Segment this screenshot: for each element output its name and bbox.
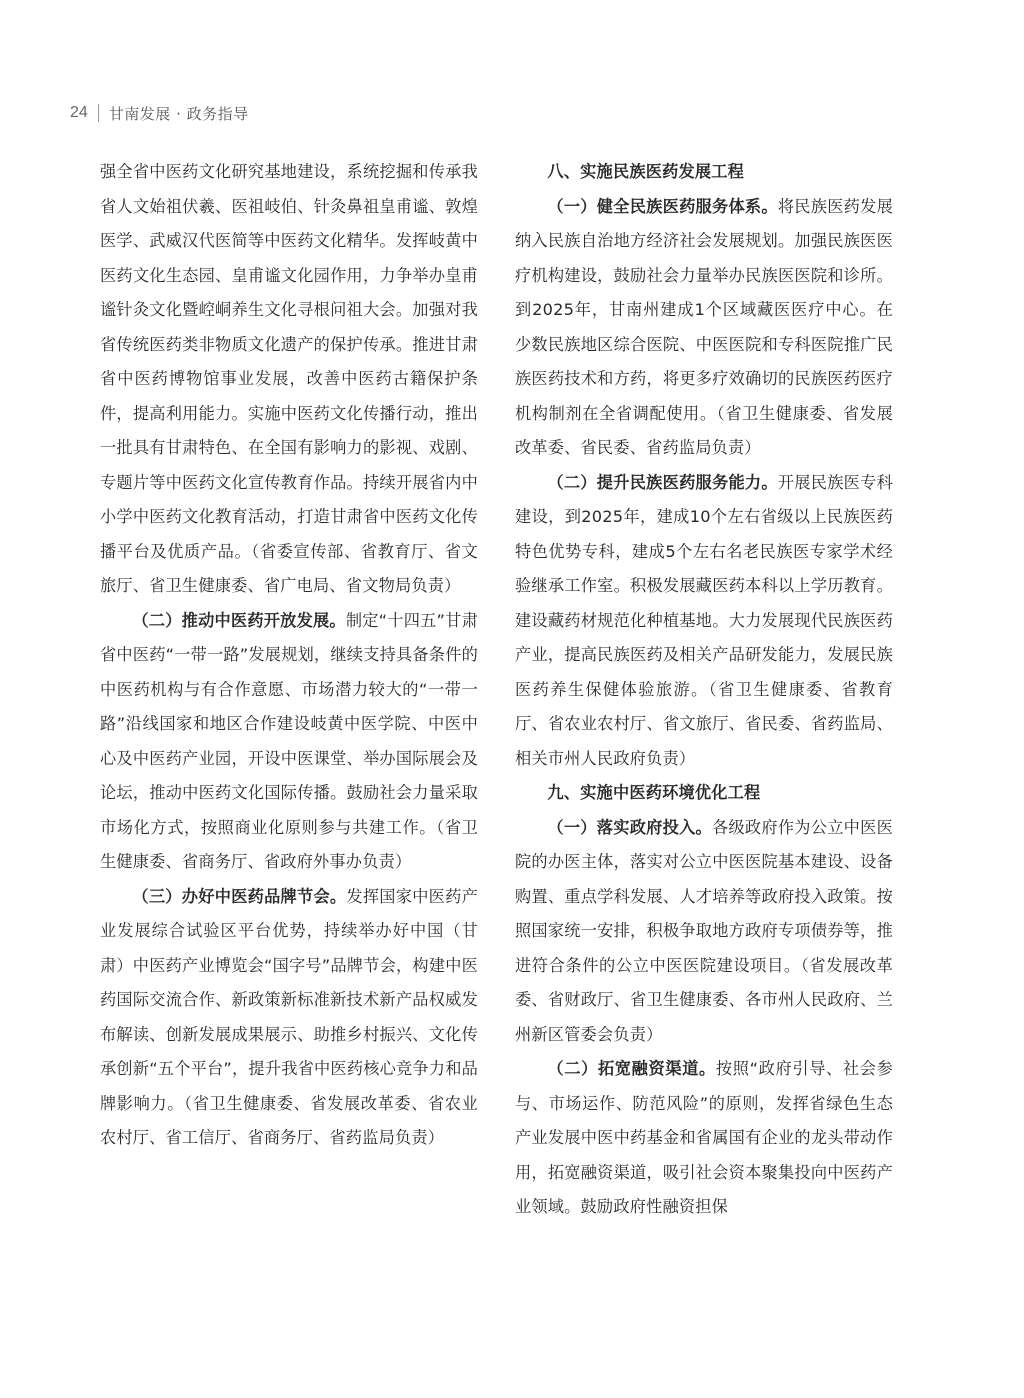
- paragraph-lead: （二）提升民族医药服务能力。: [547, 472, 778, 492]
- paragraph: [100, 604, 478, 880]
- running-title: 甘南发展 · 政务指导: [108, 104, 249, 123]
- paragraph-body: 各级政府作为公立中医医院的办医主体，落实对公立中医医院基本建设、设备购置、重点学科发展、人才培养等政府投入政策。按照国家统一安排，积极争取地方政府专项债券等，推进符合条件的公立中医医院建设项目。（省发展改革委、省财政厅、省卫生健康委、各市州人民政府、兰州新区管委会负责）: [515, 817, 893, 1044]
- paragraph-body: 制定“十四五”甘肃省中医药“一带一路”发展规划，继续支持具备条件的中医药机构与有合作意愿、市场潜力较大的“一带一路”沿线国家和地区合作建设岐黄中医学院、中医中心及中医药产业园，开设中医课堂、举办国际展会及论坛，推动中医药文化国际传播。鼓励社会力量采取市场化方式，按照商业化原则参与共建工作。（省卫生健康委、省商务厅、省政府外事办负责）: [100, 610, 478, 871]
- paragraph-lead: （二）拓宽融资渠道。: [547, 1059, 716, 1078]
- paragraph-lead: （三）办好中医药品牌节会。: [132, 886, 347, 906]
- paragraph: [515, 811, 893, 1053]
- paragraph-body: 按照“政府引导、社会参与、市场运作、防范风险”的原则，发挥省绿色生态产业发展中医中药基金和省属国有企业的龙头带动作用，拓宽融资渠道，吸引社会资本聚集投向中医药产业领域。鼓励政府性融资担保: [515, 1059, 893, 1216]
- right-column: [515, 155, 893, 1225]
- paragraph-body: 将民族医药发展纳入民族自治地方经济社会发展规划。加强民族医医疗机构建设，鼓励社会力量举办民族医医院和诊所。到2025年，甘南州建成1个区域藏医医疗中心。在少数民族地区综合医院、中医医院和专科医院推广民族医药技术和方药，将更多疗效确切的民族医药医疗机构制剂在全省调配使用。（省卫生健康委、省发展改革委、省民委、省药监局负责）: [515, 196, 893, 457]
- paragraph: 强全省中医药文化研究基地建设，系统挖掘和传承我省人文始祖伏羲、医祖岐伯、针灸鼻祖皇甫谧、敦煌医学、武威汉代医简等中医药文化精华。发挥岐黄中医药文化生态园、皇甫谧文化园作用，力争举办皇甫谧针灸文化暨崆峒养生文化寻根问祖大会。加强对我省传统医药类非物质文化遗产的保护传承。推进甘肃省中医药博物馆事业发展，改善中医药古籍保护条件，提高利用能力。实施中医药文化传播行动，推出一批具有甘肃特色、在全国有影响力的影视、戏剧、专题片等中医药文化宣传教育作品。持续开展省内中小学中医药文化教育活动，打造甘肃省中医药文化传播平台及优质产品。（省委宣传部、省教育厅、省文旅厅、省卫生健康委、省广电局、省文物局负责）: [100, 162, 478, 595]
- paragraph-body: 发挥国家中医药产业发展综合试验区平台优势，持续举办好中国（甘肃）中医药产业博览会“国字号”品牌节会，构建中医药国际交流合作、新政策新标准新技术新产品权威发布解读、创新发展成果展示、助推乡村振兴、文化传承创新“五个平台”，提升我省中医药核心竞争力和品牌影响力。（省卫生健康委、省发展改革委、省农业农村厅、省工信厅、省商务厅、省药监局负责）: [100, 886, 478, 1147]
- section-heading: 九、实施中医药环境优化工程: [547, 783, 761, 802]
- paragraph: [515, 1052, 893, 1225]
- page-header: [70, 100, 249, 126]
- paragraph: [515, 466, 893, 777]
- header-divider: [98, 104, 99, 122]
- paragraph-lead: （一）健全民族医药服务体系。: [547, 196, 778, 216]
- section-heading: 八、实施民族医药发展工程: [547, 162, 745, 181]
- paragraph: [515, 190, 893, 466]
- paragraph-lead: （二）推动中医药开放发展。: [132, 610, 346, 630]
- paragraph-body: 开展民族医专科建设，到2025年，建成10个左右省级以上民族医药特色优势专科，建成5个左右名老民族医专家学术经验继承工作室。积极发展藏医药本科以上学历教育。建设藏药材规范化种植基地。大力发展现代民族医药产业，提高民族医药及相关产品研发能力，发展民族医药养生保健体验旅游。（省卫生健康委、省教育厅、省农业农村厅、省文旅厅、省民委、省药监局、相关市州人民政府负责）: [515, 472, 893, 768]
- paragraph: [100, 880, 478, 1156]
- page-number: 24: [70, 104, 88, 121]
- paragraph-lead: （一）落实政府投入。: [547, 817, 712, 837]
- left-column: [100, 155, 478, 1156]
